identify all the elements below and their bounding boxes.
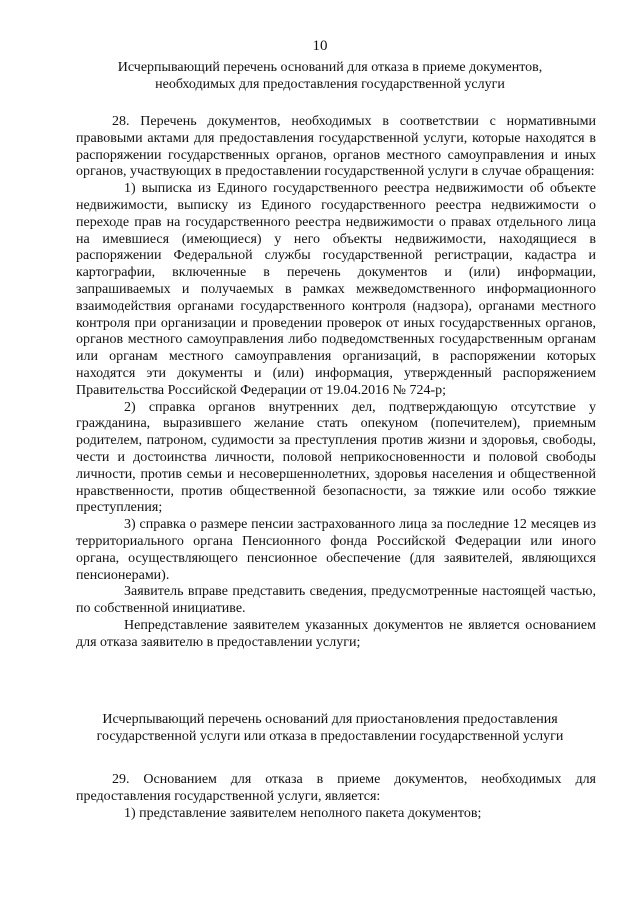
heading-line: Исчерпывающий перечень оснований для приостановления предоставления — [102, 712, 558, 727]
list-item-incomplete-package: 1) представление заявителем неполного пакета документов; — [124, 805, 482, 821]
heading-line: необходимых для предоставления государственной услуги — [155, 76, 505, 92]
list-item-3: 3) справка о размере пенсии застрахованного лица за последние 12 месяцев из территориального органа Пенсионного фонда Российской Федерации или иного органа, осуществляющего пенсионное обеспечение (для заявителей, являющихся пенсионерами). — [76, 517, 596, 583]
section-body-documents-list — [76, 114, 596, 652]
list-item-2: 2) справка органов внутренних дел, подтверждающую отсутствие у гражданина, выразившего желание стать опекуном (попечителем), приемным родителем, патроном, судимости за преступления против жизни и здоровья, свободы, чести и достоинства личности, половой неприкосновенности и половой свободы личности, против семьи и несовершеннолетних, здоровья населения и общественной нравственности, против общественной безопасности, за тяжкие или особо тяжкие преступления; — [76, 399, 596, 516]
page-number: 10 — [312, 38, 328, 54]
paragraph-non-submission: Непредставление заявителем указанных документов не является основанием для отказа заявителю в предоставлении услуги; — [76, 617, 596, 650]
heading-line: государственной услуги или отказа в предоставлении государственной услуги — [96, 728, 564, 744]
heading-line: Исчерпывающий перечень оснований для отказа в приеме документов, — [117, 60, 543, 75]
section-body-refusal-grounds — [76, 772, 596, 822]
paragraph-28: 28. Перечень документов, необходимых в соответствии с нормативными правовыми актами для предоставления государственной услуги, которые находятся в распоряжении государственных органов, органов местного самоуправления и иных органов, участвующих в предоставлении государственной услуги в случае обращения: — [76, 114, 596, 180]
paragraph-29: 29. Основанием для отказа в приеме документов, необходимых для предоставления государственной услуги, является: — [76, 772, 596, 804]
list-item-1: 1) выписка из Единого государственного реестра недвижимости об объекте недвижимости, выписку из Единого государственного реестра недвижимости о переходе прав на государственного реестра недвижимости о правах отдельного лица на имевшиеся (имеющиеся) у него объекты недвижимости, находящиеся в распоряжении Федеральной службы государственной регистрации, кадастра и картографии, включенные в перечень документов и (или) информации, запрашиваемых и получаемых в рамках межведомственного информационного взаимодействия органами государственного контроля (надзора), органами местного контроля при организации и проведении проверок от иных государственных органов, органов местного самоуправления либо подведомственных государственным органам или органам местного самоуправления организаций, в распоряжении которых находятся эти документы и (или) информация, утвержденный распоряжением Правительства Российской Федерации от 19.04.2016 № 724-р; — [76, 181, 596, 398]
section-heading-refusal-acceptance — [60, 60, 600, 94]
section-heading-suspension-refusal — [60, 712, 600, 746]
paragraph-applicant-right: Заявитель вправе представить сведения, предусмотренные настоящей частью, по собственной инициативе. — [76, 584, 596, 617]
